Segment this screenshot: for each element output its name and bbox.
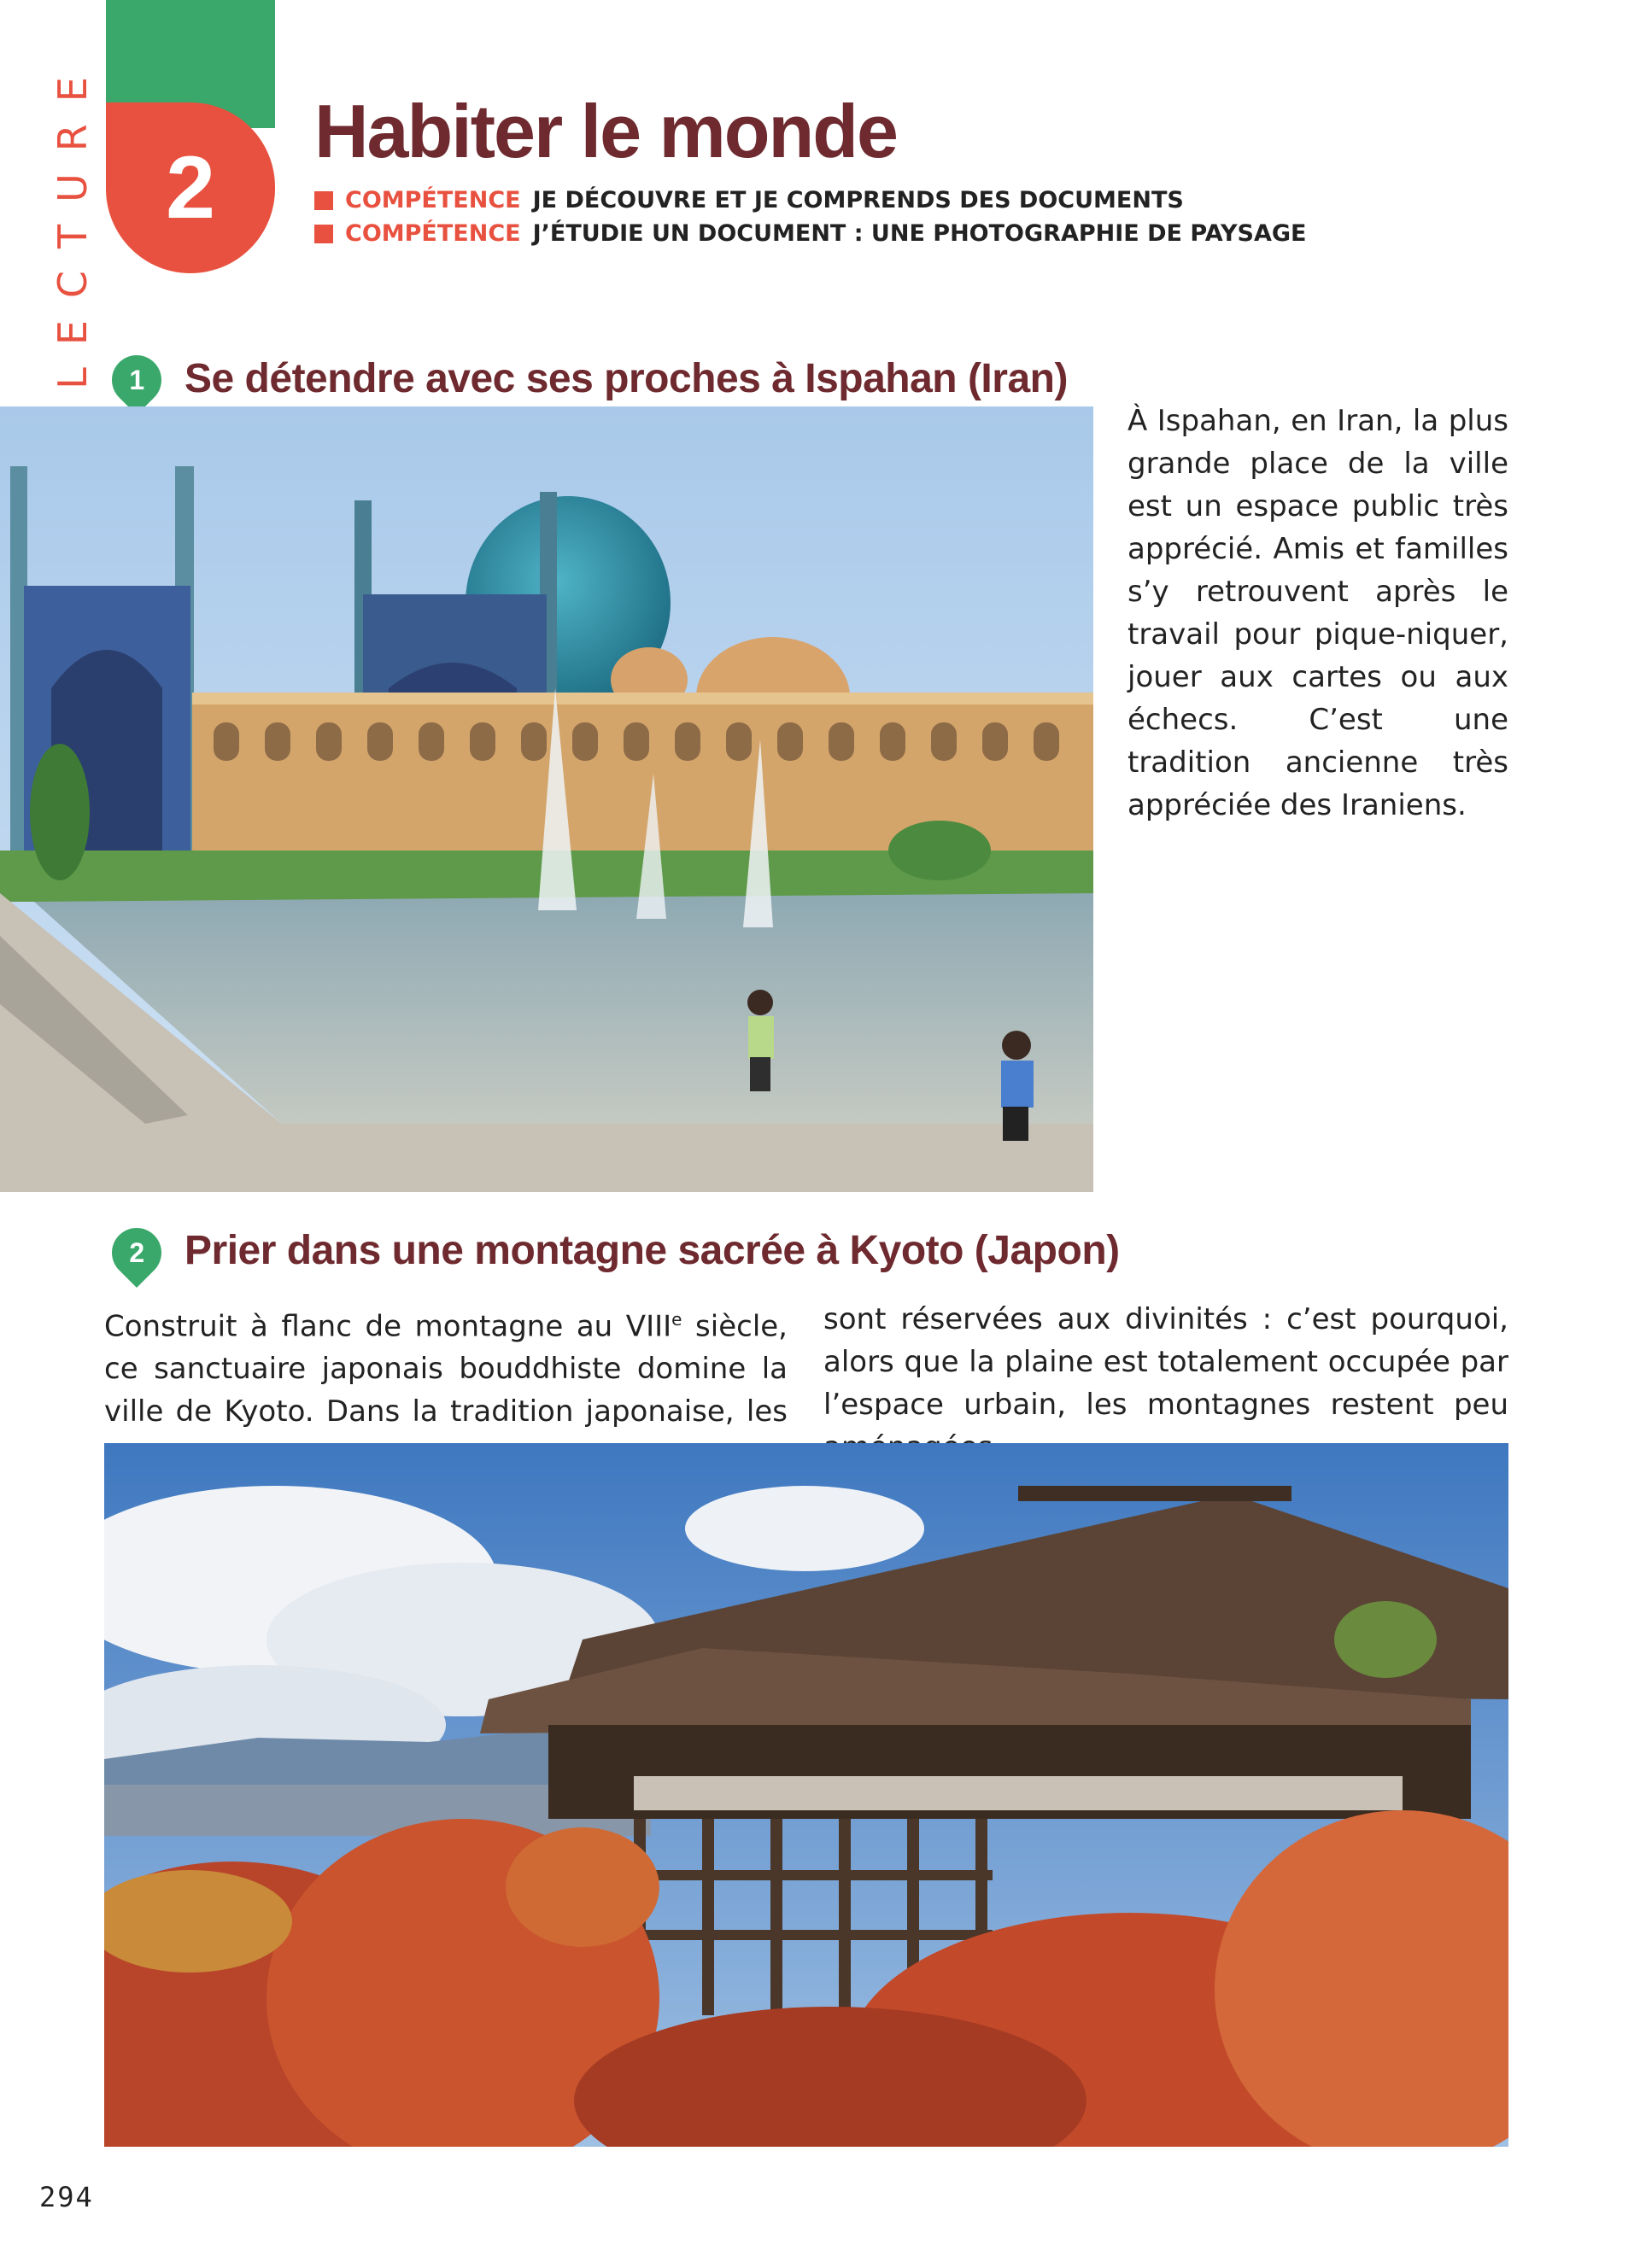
section-label-text: LECTURE xyxy=(50,55,97,389)
page-number: 294 xyxy=(39,2181,94,2213)
competence-line-1 xyxy=(314,187,1184,213)
kyoto-temple-photo xyxy=(104,1443,1508,2147)
section-side-label xyxy=(47,51,98,393)
competence-text: JE DÉCOUVRE ET JE COMPRENDS DES DOCUMENTS xyxy=(532,187,1184,213)
chapter-number-badge xyxy=(106,102,275,273)
competence-line-2 xyxy=(314,220,1307,247)
document-number-pin xyxy=(102,345,172,415)
ispahan-square-photo xyxy=(0,406,1093,1192)
document-number-pin xyxy=(102,1218,172,1288)
superscript: e xyxy=(671,1309,682,1330)
chapter-title: Habiter le monde xyxy=(314,89,897,173)
document-1-caption: À Ispahan, en Iran, la plus grande place de la ville est un espace public très apprécié. Amis et familles s’y retrouvent après le travail pour pique-niquer, jouer aux cartes ou aux échecs. C’est une tradition ancienne très appréciée des Iraniens. xyxy=(1128,404,1508,822)
document-number: 2 xyxy=(129,1236,144,1268)
document-number: 1 xyxy=(129,364,144,395)
document-2-caption-col2: sont réservées aux divinités : c’est pourquoi, alors que la plaine est totalement occupée par l’espace urbain, les montagnes restent peu xyxy=(823,1302,1508,1422)
competence-bullet-icon xyxy=(314,191,333,210)
competence-label: COMPÉTENCE xyxy=(345,187,521,213)
document-title: Se détendre avec ses proches à Ispahan (Iran) xyxy=(184,356,1068,401)
caption-text: Construit à flanc de montagne au VIII xyxy=(104,1309,672,1344)
chapter-number: 2 xyxy=(166,138,215,237)
competence-bullet-icon xyxy=(314,225,333,243)
competence-text: J’ÉTUDIE UN DOCUMENT : UNE PHOTOGRAPHIE DE PAYSAGE xyxy=(532,220,1307,247)
competence-label: COMPÉTENCE xyxy=(345,220,521,247)
caption-text: siècle, ce sanctuaire japonais bouddhiste domine la ville de Kyoto. Dans la tradition japonaise, les xyxy=(104,1309,788,1429)
document-title: Prier dans une montagne sacrée à Kyoto (Japon) xyxy=(184,1228,1120,1273)
